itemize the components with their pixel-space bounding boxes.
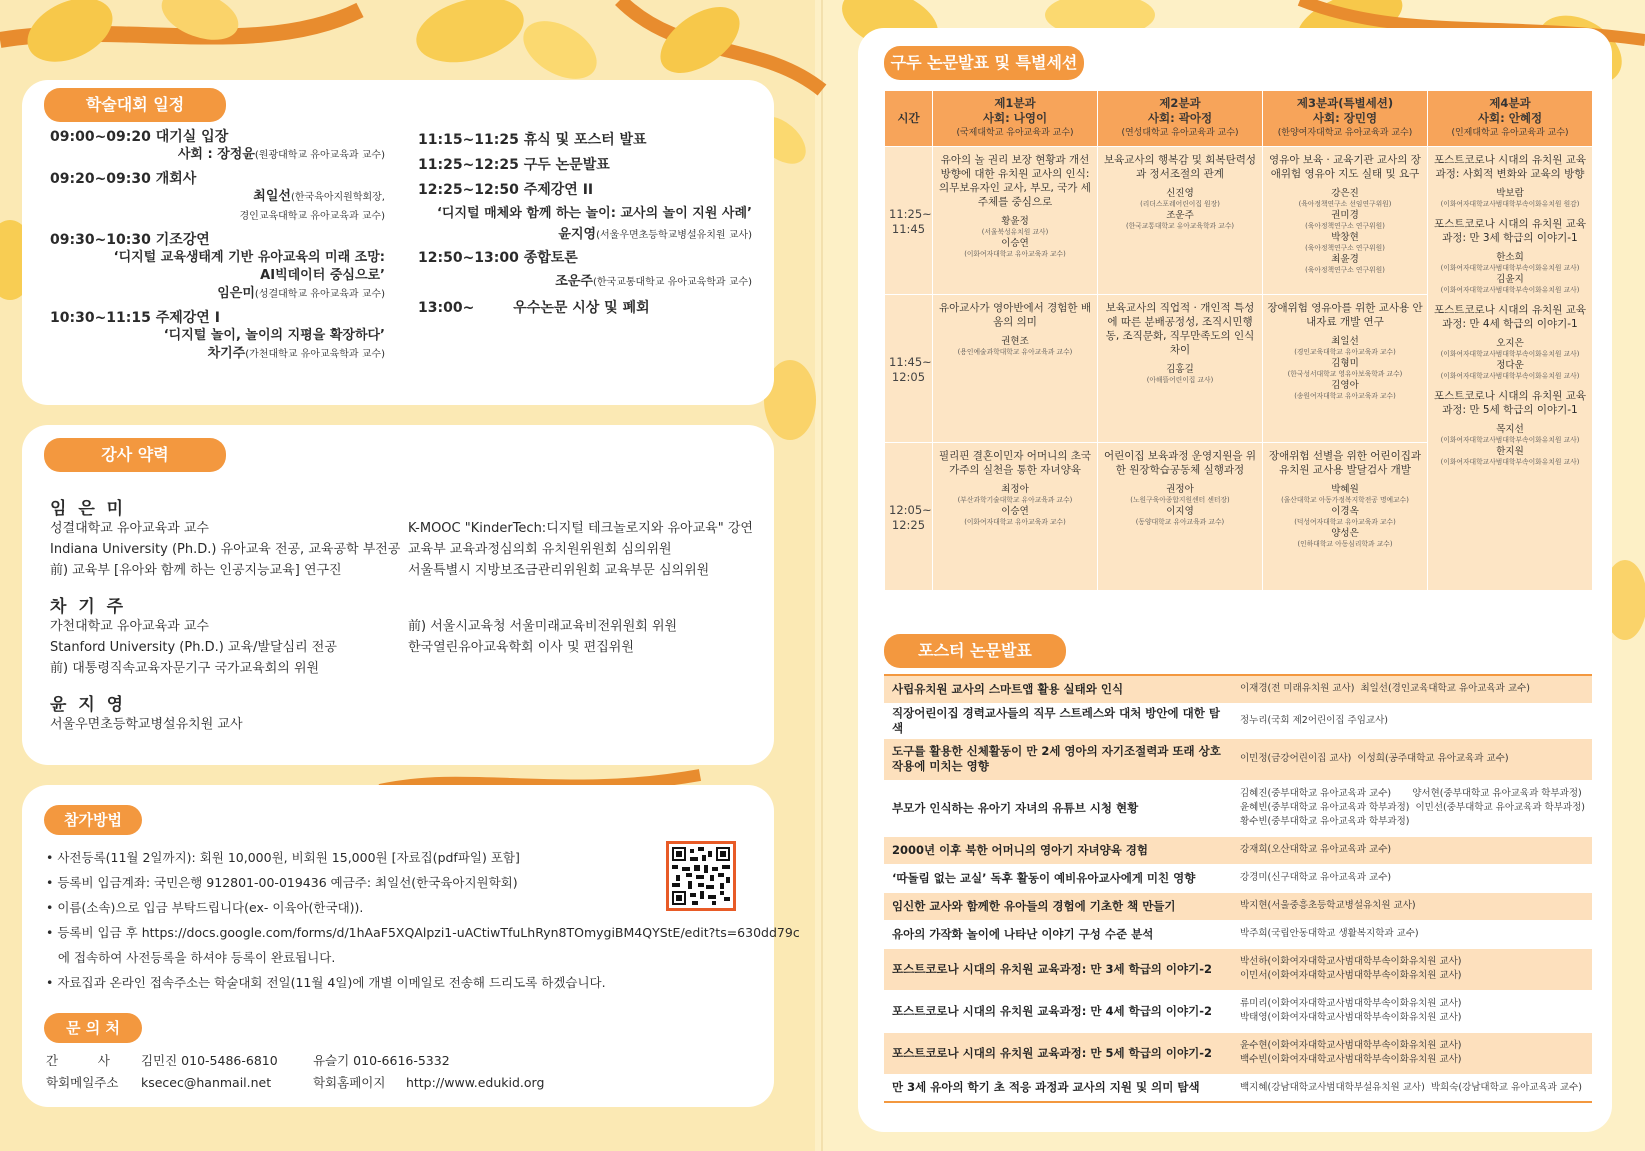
author-affiliation: (육아정책연구소 연구위원) [1305,244,1385,252]
poster-session-table [884,674,1592,1103]
poster-authors: 윤수현(이화여자대학교사범대학부속이화유치원 교사) [1240,1040,1462,1051]
paper-cell [1263,147,1428,295]
table-row [884,948,1592,990]
speaker-bio-column [50,714,243,735]
author-affiliation: (경인교육대학교 유아교육과 교수) [1294,348,1396,356]
time-header: 시간 [885,91,933,147]
poster-authors: 박지현(서울중흥초등학교병설유치원 교사) [1240,900,1416,911]
poster-session-title: 포스터 논문발표 [884,634,1066,668]
table-row [884,836,1592,864]
poster-authors: 황수빈(중부대학교 유아교육과 학부과정) [1240,816,1410,827]
author-affiliation: (육아정책연구소 선임연구위원) [1298,200,1392,208]
author-name: 한소희 [1496,252,1524,263]
schedule-time: 11:25~12:25 구두 논문발표 [418,157,610,173]
speaker-bio-line: Indiana University (Ph.D.) 유아교육 전공, 교육공학 부전공 [50,542,401,557]
oral-session-title: 구두 논문발표 및 특별세션 [884,46,1084,80]
author-affiliation: (육아정책연구소 연구위원) [1305,266,1385,274]
author-affiliation: (노원구육아종합지원센터 센터장) [1130,496,1230,504]
time-slot: 11:45~ 12:05 [885,295,933,443]
speaker-bio-column [408,616,677,658]
schedule-item [50,231,385,304]
speakers-title: 강사 약력 [44,438,226,472]
speaker-bio-line: 한국열린유아교육학회 이사 및 편집위원 [408,640,634,655]
paper-cell [1432,389,1588,467]
schedule-talk-title: ‘디지털 놀이, 놀이의 지평을 확장하다’ [163,328,385,343]
schedule-time: 11:15~11:25 휴식 및 포스터 발표 [418,132,647,148]
speaker-name: 차 기 주 [50,597,127,617]
author-name: 권현조 [1001,336,1029,347]
schedule-column-1 [50,128,385,364]
speaker-name: 임 은 미 [50,499,127,519]
poster-title: 유아의 가작화 놀이에 나타난 이야기 구성 수준 분석 [884,920,1232,948]
author-name: 김형미 [1331,358,1359,369]
paper-cell [1432,217,1588,295]
author-name: 이승연 [1001,238,1029,249]
qr-code-icon[interactable] [666,841,736,911]
poster-authors: 이재경(전 미래유치원 교사) 최일선(경인교육대학교 유아교육과 교수) [1240,683,1530,695]
schedule-affiliation: (서울우면초등학교병설유치원 교사) [596,230,752,241]
author-name: 박보람 [1496,188,1524,199]
paper-title: 영유아 보육 · 교육기관 교사의 장애위험 영유아 지도 실태 및 요구 [1269,154,1421,180]
speaker-bio-column [50,616,337,679]
speaker-bio-line: 서울특별시 지방보조금관리위원회 교육부문 심의위원 [408,563,710,578]
table-row [884,920,1592,948]
author-affiliation: (동양대학교 유아교육과 교수) [1135,518,1225,526]
schedule-talk-title: AI빅데이터 중심으로’ [260,268,385,283]
table-row [884,675,1592,703]
table-row [884,703,1592,738]
schedule-column-2 [418,128,752,323]
author-name: 김영아 [1331,380,1359,391]
schedule-time: 09:20~09:30 개회사 [50,171,197,187]
author-name: 이경옥 [1331,506,1359,517]
poster-authors: 이민서(이화여자대학교사범대학부속이화유치원 교사) [1240,970,1462,981]
paper-title: 보육교사의 행복감 및 회복탄력성과 정서조절의 관계 [1103,154,1256,180]
author-affiliation: (아해뜰어린이집 교사) [1146,376,1214,384]
author-name: 조운주 [1166,210,1194,221]
poster-authors: 박주희(국립안동대학교 생활복지학과 교수) [1240,928,1419,939]
schedule-item [50,128,385,165]
author-affiliation: (이화여자대학교사범대학부속이화유치원 원감) [1440,200,1580,208]
schedule-affiliation: (가천대학교 유아교육학과 교수) [245,349,385,360]
contact-label: 학회홈페이지 [312,1075,386,1090]
poster-authors: 정누리(국회 제2어린이집 주임교사) [1240,714,1388,726]
paper-cell [1263,295,1428,443]
author-affiliation: (용인예술과학대학교 유아교육과 교수) [957,348,1073,356]
poster-title: 2000년 이후 북한 어머니의 영아기 자녀양육 경험 [884,836,1232,864]
paper-cell [933,147,1098,295]
author-name: 김홍길 [1166,364,1194,375]
participation-item: • 등록비 입금 후 https://docs.google.com/forms/d/1hAaF5XQAlpzi1-uACtiwTfuLhRyn8TOmygiBM4QYStE/edit?ts=630dd79c [46,925,800,940]
author-affiliation: (한국교통대학교 유아교육학과 교수) [1125,222,1235,230]
schedule-time: 12:25~12:50 주제강연 II [418,182,594,198]
paper-title: 필리핀 결혼이민자 어머니의 초국가주의 실천을 통한 자녀양육 [938,450,1091,476]
author-name: 박창현 [1331,232,1359,243]
paper-cell [1098,443,1263,591]
author-affiliation: (이화여자대학교사범대학부속이화유치원 교사) [1440,436,1580,444]
schedule-affiliation: (성결대학교 유아교육과 교수) [254,289,385,300]
paper-cell [1432,153,1588,209]
author-name: 양성은 [1331,528,1359,539]
poster-authors: 이민정(금강어린이집 교사) 이성희(공주대학교 유아교육과 교수) [1240,753,1509,764]
poster-title: 포스트코로나 시대의 유치원 교육과정: 만 4세 학급의 이야기-2 [884,990,1232,1032]
poster-authors: 김혜진(중부대학교 유아교육과 교수) 양서현(중부대학교 유아교육과 학부과정) [1240,788,1582,799]
schedule-item [50,309,385,364]
paper-title: 장애위험 선별을 위한 어린이집과 유치원 교사용 발달검사 개발 [1268,450,1421,476]
contact-label: 간 사 [46,1053,110,1068]
paper-title: 포스트코로나 시대의 유치원 교육과정: 사회적 변화와 교육의 방향 [1433,154,1586,180]
schedule-affiliation: (한국육아지원학회장, [290,192,385,203]
schedule-time: 09:30~10:30 기조강연 [50,232,210,248]
author-affiliation: (서울북성유치원 교사) [981,228,1049,236]
participation-item: • 자료집과 온라인 접속주소는 학술대회 전일(11월 4일)에 개별 이메일로 전송해 드리도록 하겠습니다. [46,975,606,990]
poster-authors: 백수빈(이화여자대학교사범대학부속이화유치원 교사) [1240,1054,1462,1065]
table-row [884,1074,1592,1102]
schedule-talk-title: ‘디지털 매체와 함께 하는 놀이: 교사의 놀이 지원 사례’ [436,206,752,221]
table-row [884,892,1592,920]
paper-cell [1263,443,1428,591]
table-row [884,780,1592,836]
author-affiliation: (송원여자대학교 유아교육과 교수) [1294,392,1396,400]
poster-title: 부모가 인식하는 유아기 자녀의 유튜브 시청 현황 [884,780,1232,836]
oral-session-table [884,90,1593,591]
author-affiliation: (부산과학기술대학교 유아교육과 교수) [957,496,1073,504]
author-name: 권정아 [1166,484,1194,495]
time-slot: 11:25~ 11:45 [885,147,933,295]
author-name: 오지은 [1496,338,1524,349]
speaker-bio-line: 교육부 교육과정심의회 유치원위원회 심의위원 [408,542,672,557]
author-name: 황윤정 [1001,216,1029,227]
paper-cell [933,295,1098,443]
paper-cell [1098,147,1263,295]
author-name: 신진영 [1166,188,1194,199]
schedule-time: 13:00~ 우수논문 시상 및 폐회 [418,300,650,316]
poster-title: 포스트코로나 시대의 유치원 교육과정: 만 5세 학급의 이야기-2 [884,1032,1232,1074]
poster-title: 직장어린이집 경력교사들의 직무 스트레스와 대처 방안에 대한 탐색 [884,703,1232,738]
paper-cell [1098,295,1263,443]
author-affiliation: (이화여자대학교 유아교육과 교수) [964,250,1066,258]
schedule-title: 학술대회 일정 [44,88,226,122]
author-name: 박혜원 [1331,484,1359,495]
table-row [884,990,1592,1032]
poster-authors: 류미리(이화여자대학교사범대학부속이화유치원 교사) [1240,998,1462,1009]
contact-info [46,1050,544,1094]
author-affiliation: (인하대학교 아동심리학과 교수) [1297,540,1393,548]
author-name: 강은진 [1331,188,1359,199]
paper-title: 포스트코로나 시대의 유치원 교육과정: 만 4세 학급의 이야기-1 [1433,304,1586,330]
author-name: 이지영 [1166,506,1194,517]
paper-title: 포스트코로나 시대의 유치원 교육과정: 만 5세 학급의 이야기-1 [1433,390,1586,416]
speaker-bio-line: 前) 서울시교육청 서울미래교육비전위원회 위원 [408,619,678,634]
speaker-bio-line: 서울우면초등학교병설유치원 교사 [50,717,243,732]
table-row [884,738,1592,780]
poster-authors: 강재희(오산대학교 유아교육과 교수) [1240,844,1392,855]
schedule-person: 사회 : 장정윤 [177,147,255,162]
paper-title: 유아의 놀 권리 보장 현황과 개선 방향에 대한 유치원 교사의 인식: 의무보유자인 교사, 부모, 국가 세 주체를 중심으로 [939,154,1091,208]
table-row [884,1032,1592,1074]
schedule-affiliation: (원광대학교 유아교육과 교수) [254,150,385,161]
poster-authors: 백지혜(강남대학교사범대학부설유치원 교사) 박희숙(강남대학교 유아교육과 교수) [1240,1081,1582,1093]
author-name: 권미경 [1331,210,1359,221]
author-affiliation: (이화여자대학교사범대학부속이화유치원 교사) [1440,264,1580,272]
speaker-bio-column [408,518,753,581]
homepage-link[interactable]: http://www.edukid.org [405,1075,545,1090]
poster-authors: 윤혜빈(중부대학교 유아교육과 학부과정) 이민선(중부대학교 유아교육과 학부과정) [1240,802,1585,813]
paper-title: 어린이집 보육과정 운영지원을 위한 원장학습공동체 실행과정 [1103,450,1256,476]
schedule-person: 최일선 [253,189,291,204]
author-name: 이승연 [1001,506,1029,517]
schedule-affiliation: 경인교육대학교 유아교육과 교수) [239,211,385,222]
speaker-bio-line: 前) 교육부 [유아와 함께 하는 인공지능교육] 연구진 [50,563,342,578]
speaker-bio-line: 성결대학교 유아교육과 교수 [50,521,209,536]
schedule-talk-title: ‘디지털 교육생태계 기반 유아교육의 미래 조망: [113,250,385,265]
schedule-time: 10:30~11:15 주제강연 I [50,310,220,326]
participation-title: 참가방법 [44,805,142,835]
paper-title: 보육교사의 직업적 · 개인적 특성에 따른 분배공정성, 조직시민행동, 조직문화, 직무만족도의 인식 차이 [1105,302,1255,356]
schedule-person: 임은미 [217,286,255,301]
author-affiliation: (이화여자대학교사범대학부속이화유치원 교사) [1440,372,1580,380]
author-name: 최윤경 [1331,254,1359,265]
contact-label: 학회메일주소 [46,1075,119,1090]
time-slot: 12:05~ 12:25 [885,443,933,591]
participation-item: 에 접속하여 사전등록을 하셔야 등록이 완료됩니다. [46,950,336,965]
poster-authors: 박태영(이화여자대학교사범대학부속이화유치원 교사) [1240,1012,1462,1023]
table-row [884,864,1592,892]
schedule-item [50,170,385,226]
speaker-bio-line: 가천대학교 유아교육과 교수 [50,619,209,634]
author-name: 최일선 [1331,336,1359,347]
poster-title: 사립유치원 교사의 스마트앱 활용 실태와 인식 [884,675,1232,703]
speaker-name: 윤 지 영 [50,695,127,715]
paper-title: 포스트코로나 시대의 유치원 교육과정: 만 3세 학급의 이야기-1 [1433,218,1586,244]
session4-cell [1428,147,1593,591]
schedule-person: 차기주 [207,346,246,361]
speaker-bio-column [50,518,400,581]
poster-title: ‘따돌림 없는 교실’ 독후 활동이 예비유아교사에게 미친 영향 [884,864,1232,892]
poster-authors: 박선하(이화여자대학교사범대학부속이화유치원 교사) [1240,956,1462,967]
author-affiliation: (이화여자대학교 유아교육과 교수) [964,518,1066,526]
participation-item: • 등록비 입금계좌: 국민은행 912801-00-019436 예금주: 최일선(한국육아지원학회) [46,875,518,890]
author-affiliation: (울산대학교 아동가정복지학전공 명예교수) [1281,496,1409,504]
speaker-bio-line: Stanford University (Ph.D.) 교육/발달심리 전공 [50,640,337,655]
paper-title: 유아교사가 영아반에서 경험한 배움의 의미 [938,302,1091,328]
session-header: 제4분과 사회: 안혜정 (인제대학교 유아교육과 교수) [1428,91,1593,147]
author-affiliation: (한국성서대학교 영유아보육학과 교수) [1287,370,1403,378]
contact-phone: 김민진 010-5486-6810 [140,1053,278,1068]
poster-title: 만 3세 유아의 학기 초 적응 과정과 교사의 지원 및 의미 탐색 [884,1074,1232,1102]
poster-authors: 강경미(신구대학교 유아교육과 교수) [1240,872,1392,883]
session-header: 제2분과 사회: 곽아정 (연성대학교 유아교육과 교수) [1098,91,1263,147]
speaker-bio-line: 前) 대통령직속교육자문기구 국가교육회의 위원 [50,661,320,676]
schedule-affiliation: (한국교통대학교 유아교육학과 교수) [592,277,752,288]
author-name: 한지원 [1496,446,1524,457]
author-name: 목지선 [1496,424,1524,435]
author-affiliation: (리더스포레어린이집 원장) [1140,200,1220,208]
author-affiliation: (이화여자대학교사범대학부속이화유치원 교사) [1440,350,1580,358]
participation-item: • 이름(소속)으로 입금 부탁드립니다(ex- 이육아(한국대)). [46,900,364,915]
schedule-time: 09:00~09:20 대기실 입장 [50,129,229,145]
schedule-time: 12:50~13:00 종합토론 [418,250,578,266]
paper-cell [1432,303,1588,381]
participation-item: • 사전등록(11월 2일까지): 회원 10,000원, 비회원 15,000원 [자료집(pdf파일) 포함] [46,850,520,865]
author-affiliation: (이화여자대학교사범대학부속이화유치원 교사) [1440,458,1580,466]
author-name: 정다운 [1496,360,1524,371]
contact-email-link[interactable]: ksecec@hanmail.net [140,1075,272,1090]
contact-phone: 유슬기 010-6616-5332 [312,1053,450,1068]
contact-title: 문 의 처 [44,1013,142,1043]
schedule-person: 윤지영 [558,227,597,242]
poster-title: 임신한 교사와 함께한 유아들의 경험에 기초한 책 만들기 [884,892,1232,920]
author-name: 김윤지 [1496,274,1524,285]
session-header: 제1분과 사회: 나영이 (국제대학교 유아교육과 교수) [933,91,1098,147]
session-header: 제3분과(특별세션) 사회: 장민영 (한양여자대학교 유아교육과 교수) [1263,91,1428,147]
paper-title: 장애위험 영유아를 위한 교사용 안내자료 개발 연구 [1267,302,1423,328]
author-affiliation: (덕성여자대학교 유아교육과 교수) [1294,518,1396,526]
poster-title: 포스트코로나 시대의 유치원 교육과정: 만 3세 학급의 이야기-2 [884,948,1232,990]
schedule-person: 조운주 [555,274,593,289]
author-name: 최정아 [1001,484,1029,495]
poster-title: 도구를 활용한 신체활동이 만 2세 영아의 자기조절력과 또래 상호작용에 미치는 영향 [884,738,1232,780]
author-affiliation: (육아정책연구소 연구위원) [1305,222,1385,230]
author-affiliation: (이화여자대학교사범대학부속이화유치원 교사) [1440,286,1580,294]
speaker-bio-line: K-MOOC "KinderTech:디지털 테크놀로지와 유아교육" 강연 [408,521,753,536]
paper-cell [933,443,1098,591]
